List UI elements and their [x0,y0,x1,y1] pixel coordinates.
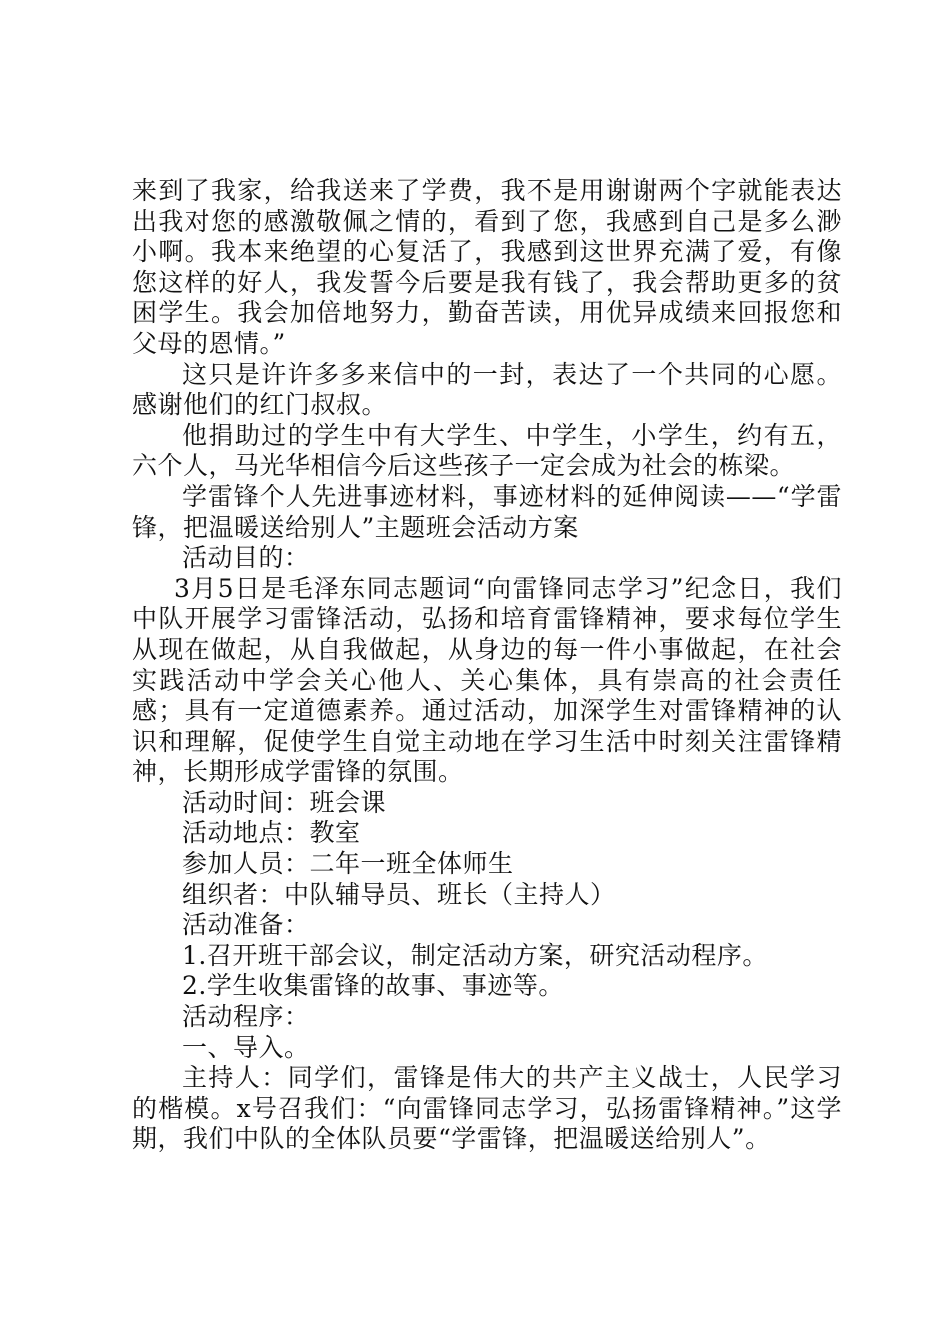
list-item-preparation-2: 2.学生收集雷锋的故事、事迹等。 [182,971,564,1001]
heading-activity-preparation: 活动准备： [182,910,310,940]
paragraph-summary: 这只是许许多多来信中的一封，表达了一个共同的心愿。感谢他们的红门叔叔。 [132,359,842,420]
heading-introduction: 一、导入。 [182,1032,310,1062]
paragraph-extended-reading: 学雷锋个人先进事迹材料，事迹材料的延伸阅读——“学雷锋，把温暖送给别人”主题班会活动方案 [132,481,842,542]
line-activity-location: 活动地点：教室 [182,818,361,848]
paragraph-host-speech: 主持人：同学们，雷锋是伟大的共产主义战士，人民学习的楷模。x号召我们：“向雷锋同志学习，弘扬雷锋精神。”这学期，我们中队的全体队员要“学雷锋，把温暖送给别人”。 [132,1063,842,1154]
heading-activity-procedure: 活动程序： [182,1002,310,1032]
paragraph-letter-continuation: 来到了我家，给我送来了学费，我不是用谢谢两个字就能表达出我对您的感激敬佩之情的，看到了您，我感到自己是多么渺小啊。我本来绝望的心复活了，我感到这世界充满了爱，有像您这样的好人，我发誓今后要是我有钱了，我会帮助更多的贫困学生。我会加倍地努力，勤奋苦读，用优异成绩来回报您和父母的恩情。” [132,176,842,358]
line-organizers: 组织者：中队辅导员、班长（主持人） [182,879,616,909]
paragraph-activity-purpose: 3月5日是毛泽东同志题词“向雷锋同志学习”纪念日，我们中队开展学习雷锋活动，弘扬和培育雷锋精神，要求每位学生从现在做起，从自我做起，从身边的每一件小事做起，在社会实践活动中学会关心他人、关心集体，具有崇高的社会责任感；具有一定道德素养。通过活动，加深学生对雷锋精神的认识和理解，促使学生自觉主动地在学习生活中时刻关注雷锋精神，长期形成学雷锋的氛围。 [132,573,842,787]
line-activity-time: 活动时间：班会课 [182,787,387,817]
paragraph-students: 他捐助过的学生中有大学生、中学生，小学生，约有五，六个人，马光华相信今后这些孩子一定会成为社会的栋梁。 [132,420,842,481]
heading-activity-purpose: 活动目的： [182,543,310,573]
document-body [132,176,842,1155]
list-item-preparation-1: 1.召开班干部会议，制定活动方案，研究活动程序。 [182,940,768,970]
line-participants: 参加人员：二年一班全体师生 [182,849,514,879]
